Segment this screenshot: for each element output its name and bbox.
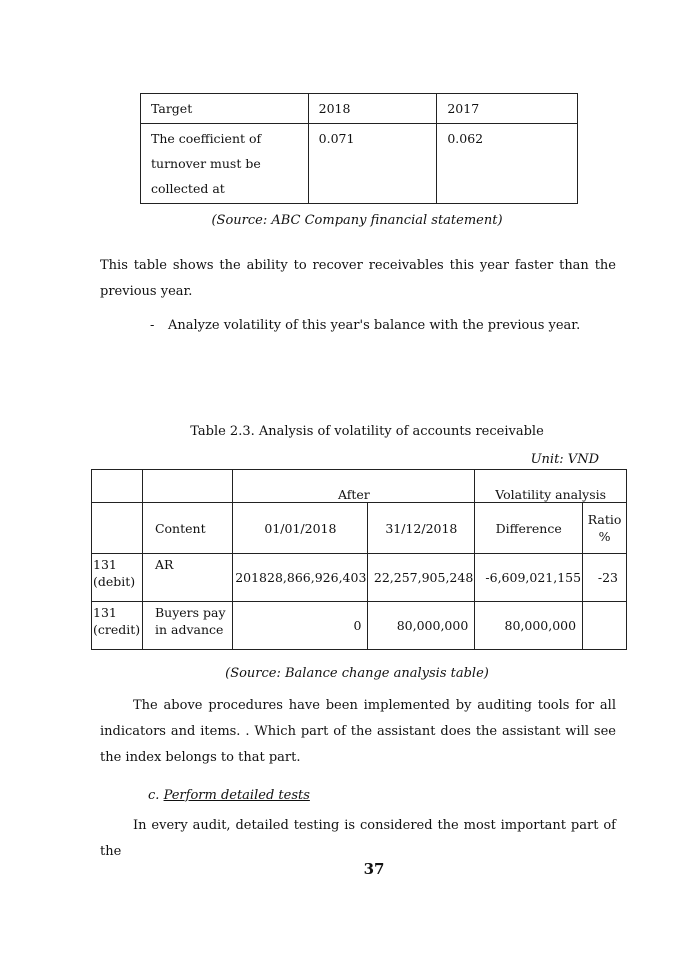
cell-ratio <box>583 602 627 650</box>
header-2017: 2017 <box>437 94 578 124</box>
source-note-2: (Source: Balance change analysis table) <box>225 666 489 681</box>
page-number: 37 <box>363 860 385 878</box>
value-2017: 0.062 <box>437 124 578 204</box>
header-volatility-analysis: Volatility analysis <box>475 470 627 503</box>
cell-account: 131 (credit) <box>92 602 143 650</box>
cell-account: 131 (debit) <box>92 554 143 602</box>
header-content: Content <box>142 503 232 554</box>
section-title: Perform detailed tests <box>163 788 310 803</box>
cell-content: AR <box>142 554 232 602</box>
table-row <box>141 124 578 204</box>
table-header-row <box>92 503 627 554</box>
section-letter: c. <box>148 788 160 803</box>
paragraph-1: This table shows the ability to recover receivables this year faster than the previous year. <box>100 258 616 299</box>
paragraph-2: The above procedures have been implemented by auditing tools for all indicators and items. . Which part of the assistant does the assistant will see the index belongs to that part. <box>100 698 616 765</box>
paragraph-3: In every audit, detailed testing is considered the most important part of the <box>100 818 616 859</box>
header-after: After <box>233 470 475 503</box>
header-blank-1 <box>92 470 143 503</box>
volatility-table <box>91 469 627 650</box>
header-target: Target <box>141 94 309 124</box>
table-group-header-row <box>92 470 627 503</box>
value-2018: 0.071 <box>308 124 437 204</box>
header-date-2: 31/12/2018 <box>368 503 475 554</box>
unit-label: Unit: VND <box>530 452 599 467</box>
header-blank-2 <box>142 470 232 503</box>
header-2018: 2018 <box>308 94 437 124</box>
cell-difference: -6,609,021,155 <box>475 554 583 602</box>
header-ratio: Ratio % <box>583 503 627 554</box>
table-header-row <box>141 94 578 124</box>
table-caption: Table 2.3. Analysis of volatility of accounts receivable <box>190 424 544 439</box>
bullet-item <box>150 318 580 333</box>
row-label: The coefficient of turnover must be collected at <box>141 124 309 204</box>
source-note-1: (Source: ABC Company financial statement) <box>211 213 503 228</box>
cell-date-1: 201828,866,926,403 <box>233 554 368 602</box>
cell-ratio: -23 <box>583 554 627 602</box>
table-row <box>92 554 627 602</box>
cell-content: Buyers pay in advance <box>142 602 232 650</box>
bullet-dash: - <box>150 318 155 333</box>
cell-difference: 80,000,000 <box>475 602 583 650</box>
cell-date-2: 22,257,905,248 <box>368 554 475 602</box>
turnover-table <box>140 93 578 204</box>
header-blank-3 <box>92 503 143 554</box>
header-difference: Difference <box>475 503 583 554</box>
cell-date-1: 0 <box>233 602 368 650</box>
cell-date-2: 80,000,000 <box>368 602 475 650</box>
table-row <box>92 602 627 650</box>
bullet-text: Analyze volatility of this year's balance with the previous year. <box>168 318 581 333</box>
header-date-1: 01/01/2018 <box>233 503 368 554</box>
section-heading <box>148 788 310 803</box>
